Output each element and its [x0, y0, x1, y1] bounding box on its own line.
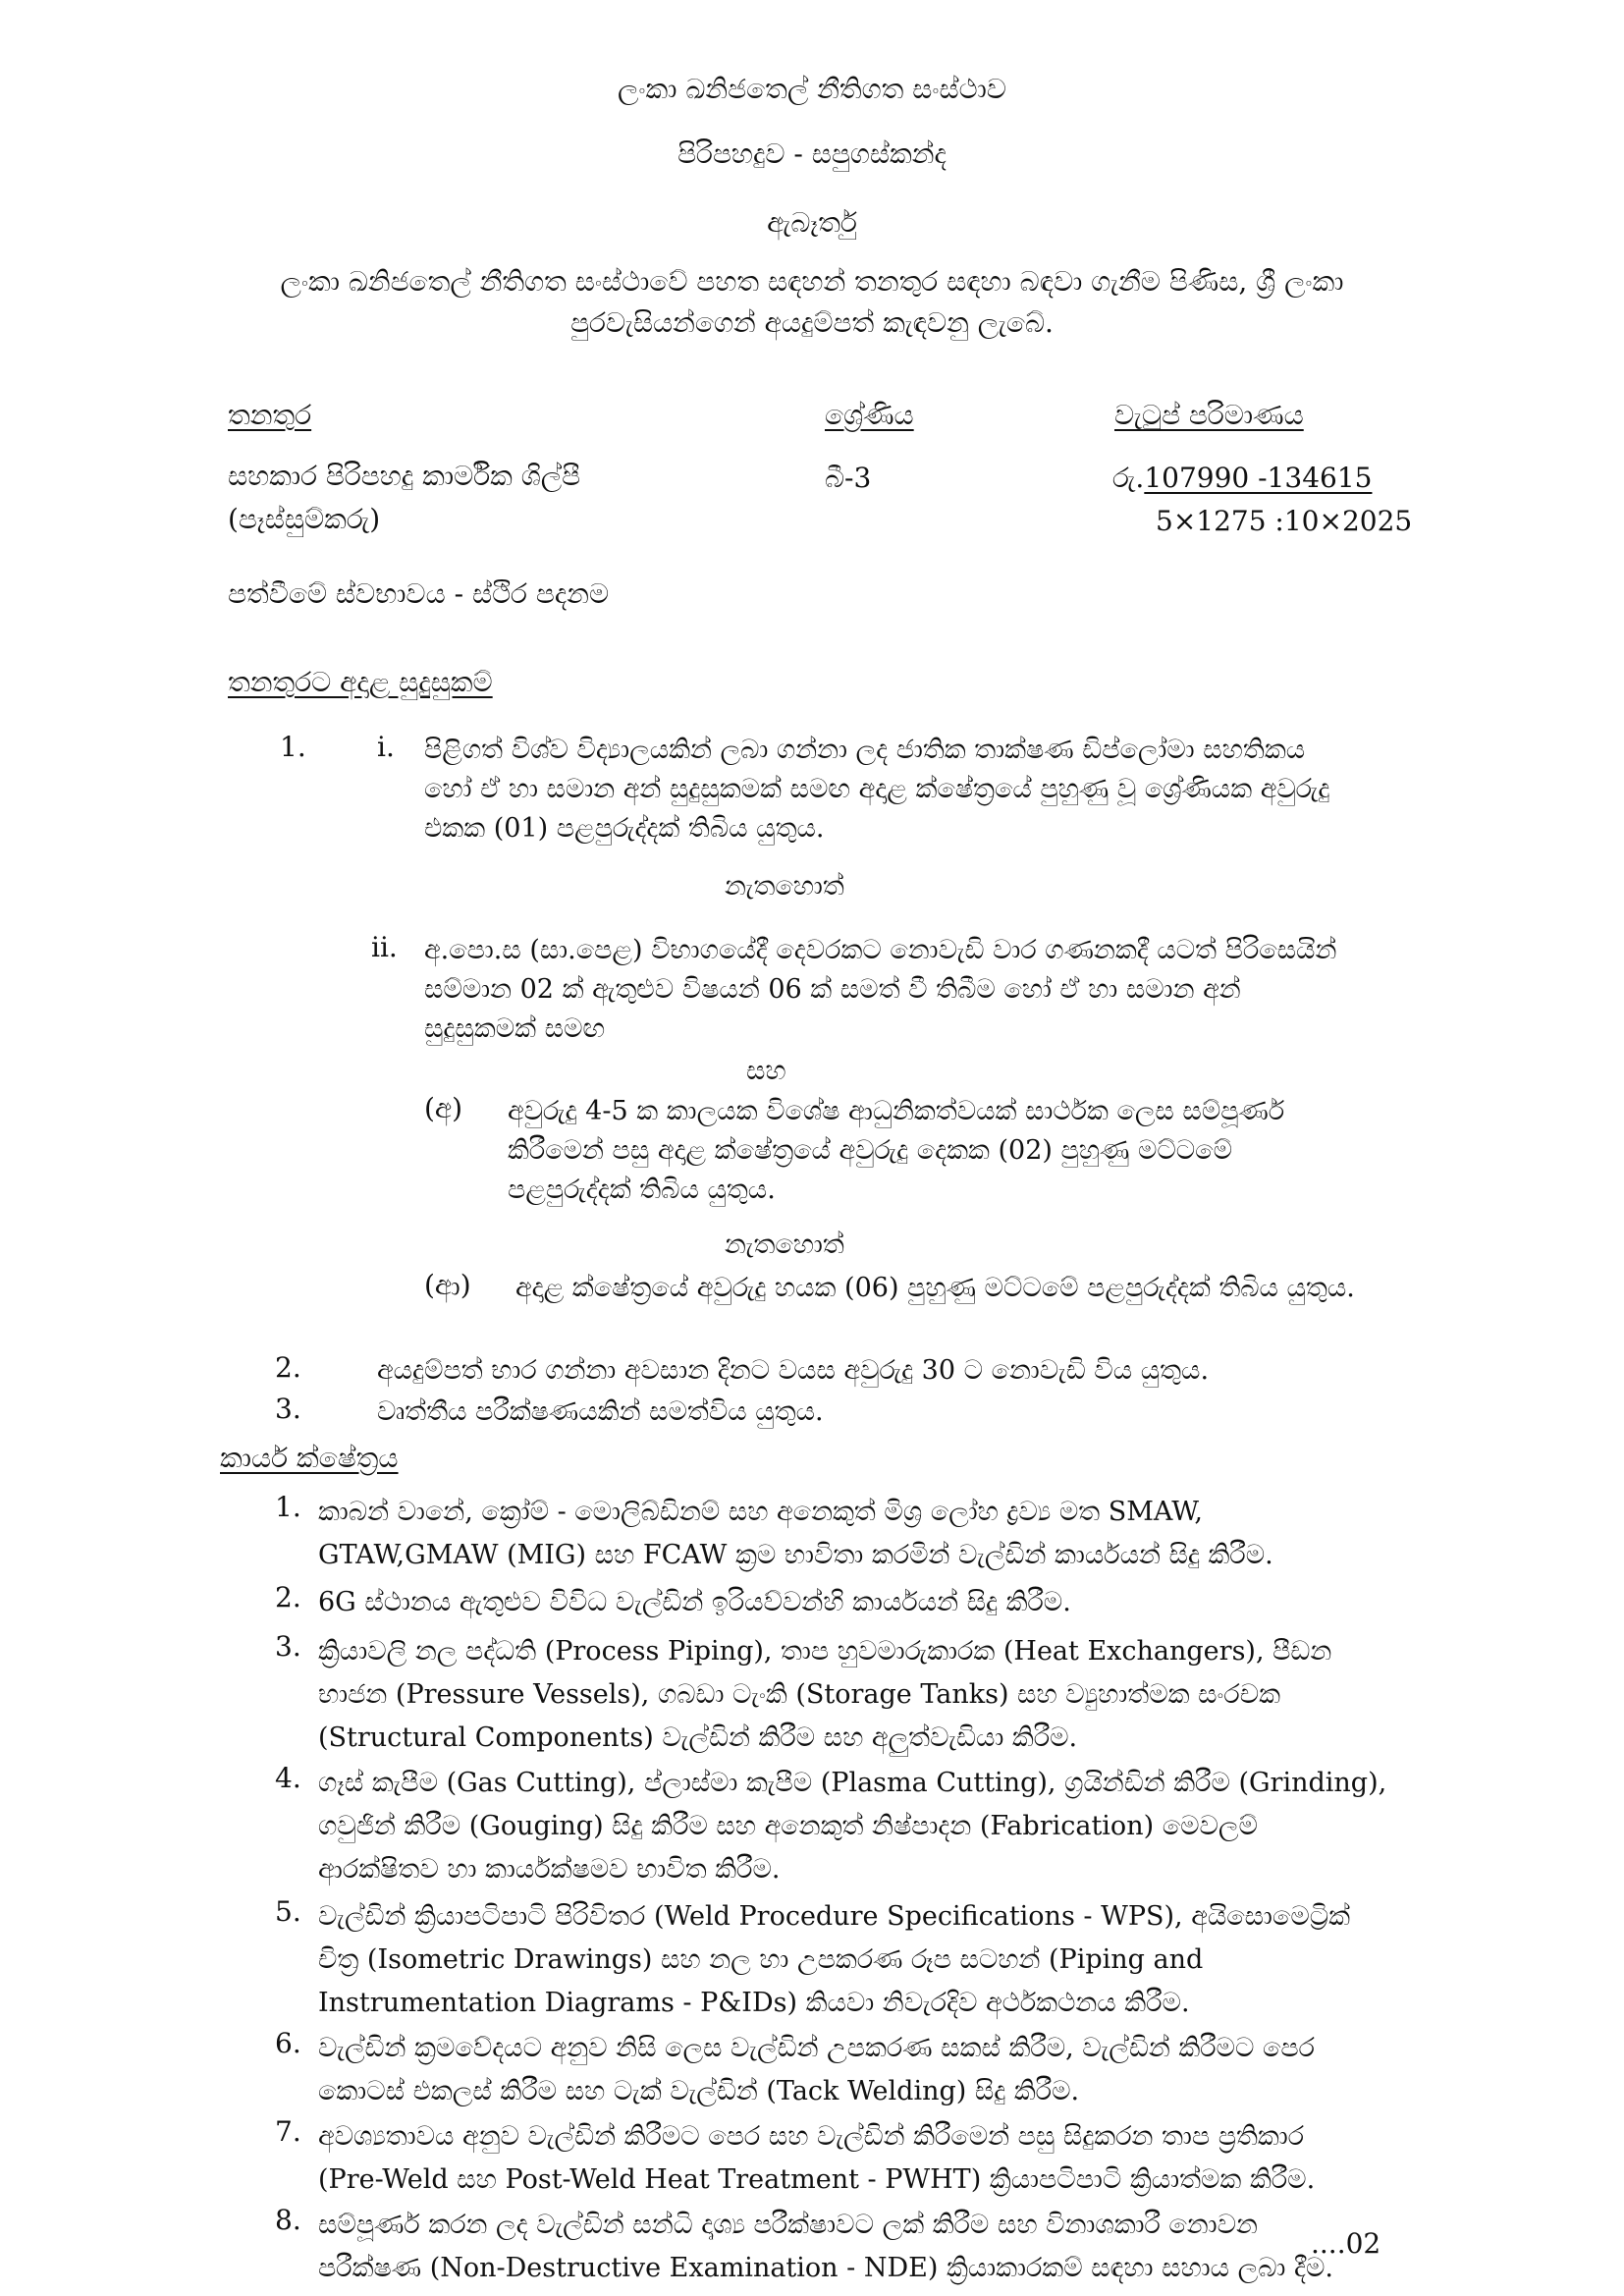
duty-item-text [318, 1895, 1482, 2025]
qualification-1-i-line: එකක (01) පළපුරුද්දක් තිබිය යුතුය. [424, 813, 825, 844]
duty-item-line: Instrumentation Diagrams - P&IDs) කියවා නිවැරදිව අර්ථකථනය කිරීම. [318, 1988, 1190, 2018]
duty-item-number: 6. [275, 2027, 301, 2059]
salary-prefix: රු. [1112, 462, 1145, 494]
sub-item-a-line: අවුරුදු 4-5 ක කාලයක විශේෂ ආධුනිකත්වයක් සාර්ථක ලෙස සම්පූර්ණ [508, 1096, 1285, 1126]
qualification-1-ii-text [424, 931, 1485, 1049]
duty-item-number: 1. [275, 1491, 301, 1523]
qualification-2-number: 2. [275, 1351, 301, 1384]
column-header-salary: වැටුප් පරිමාණය [1114, 399, 1304, 431]
column-header-post: තනතුර [228, 399, 312, 431]
duty-item-text [318, 2027, 1482, 2113]
duty-item-line: ගෑස් කැපීම (Gas Cutting), ප්ලාස්මා කැපීම (Plasma Cutting), ග්‍රයින්ඩින් කිරීම (Grinding), [318, 1768, 1387, 1798]
duty-item-number: 2. [275, 1581, 301, 1613]
qualification-1-number: 1. [280, 731, 306, 763]
column-header-grade: ශ්‍රේණිය [825, 399, 914, 431]
duty-item-number: 4. [275, 1762, 301, 1794]
sub-item-aa-label: (ආ) [424, 1269, 471, 1301]
grade-value: බී-3 [825, 462, 872, 494]
duty-item-line: ආරක්ෂිතව හා කාර්යක්ෂමව භාවිත කිරීම. [318, 1854, 781, 1885]
duty-item-line: පරීක්ෂණ (Non-Destructive Examination - NDE) ක්‍රියාකාරකම් සඳහා සහාය ලබා දීම. [318, 2253, 1333, 2283]
duty-item-line: (Pre-Weld සහ Post-Weld Heat Treatment - PWHT) ක්‍රියාපටිපාටි ක්‍රියාත්මක කිරීම. [318, 2164, 1316, 2195]
duty-item-number: 7. [275, 2115, 301, 2148]
duty-item-text [318, 1581, 1482, 1624]
and-separator: සහ [746, 1056, 786, 1086]
qualification-1-ii-line: සම්මාන 02 ක් ඇතුළුව විෂයන් 06 ක් සමත් වී තිබීම හෝ ඒ හා සමාන අන් [424, 974, 1241, 1005]
qualification-1-ii-line: අ.පො.ස (සා.පෙළ) විභාගයේදී දෙවරකට නොවැඩි වාර ගණනකදී යටත් පිරිසෙයින් [424, 935, 1337, 965]
duty-item-text [318, 1491, 1482, 1577]
page-continuation-marker: ....02 [1311, 2227, 1381, 2260]
duty-item-number: 8. [275, 2204, 301, 2236]
duty-item-line: ගවුජින් කිරීම (Gouging) සිදු කිරීම සහ අනෙකුත් නිෂ්පාදන (Fabrication) මෙවලම් [318, 1811, 1258, 1841]
salary-range-value: 107990 -134615 [1144, 462, 1373, 494]
appointment-nature: පත්වීමේ ස්වභාවය - ස්ථිර පදනම [228, 577, 610, 610]
qualification-3-text: වෘත්තීය පරීක්ෂණයකින් සමත්විය යුතුය. [377, 1396, 824, 1427]
organization-name: ලංකා ඛනිජතෙල් නීතිගත සංස්ථාව [618, 73, 1006, 105]
salary-range [1112, 462, 1372, 495]
duty-item-line: (Structural Components) වැල්ඩින් කිරීම සහ අලුත්වැඩියා කිරීම. [318, 1722, 1078, 1753]
intro-line-1: ලංකා ඛනිජතෙල් නීතිගත සංස්ථාවේ පහත සඳහන් තනතුර සඳහා බඳවා ගැනීම පිණිස, ශ්‍රී ලංකා [280, 265, 1344, 298]
sub-item-a-line: පළපුරුද්දක් තිබිය යුතුය. [508, 1175, 776, 1205]
qualification-1-i-line: පිළිගත් විශ්ව විද්‍යාලයකින් ලබා ගන්නා ලද ජාතික තාක්ෂණ ඩිප්ලෝමා සහතිකය [424, 735, 1306, 765]
duty-item-line: භාජන (Pressure Vessels), ගබඩා ටැංකි (Storage Tanks) සහ ව්‍යුහාත්මක සංරචක [318, 1679, 1281, 1710]
post-name-line-2: (පෑස්සුම්කරු) [228, 503, 381, 535]
qualification-2-text: අයදුම්පත් භාර ගන්නා අවසාන දිනට වයස අවුරුදු 30 ට නොවැඩි විය යුතුය. [377, 1355, 1210, 1386]
duties-heading: කාර්ය ක්ෂේත්‍රය [220, 1442, 399, 1474]
qualification-1-i-line: හෝ ඒ හා සමාන අන් සුදුසුකමක් සමඟ අදාළ ක්ෂේත්‍රයේ පුහුණු වූ ශ්‍රේණියක අවුරුදු [424, 774, 1330, 804]
duty-item-line: වැල්ඩින් ක්‍රමවේදයට අනුව නිසි ලෙස වැල්ඩින් උපකරණ සකස් කිරීම, වැල්ඩින් කිරීමට පෙර [318, 2033, 1315, 2063]
qualifications-heading: තනතුරට අදාළ සුදුසුකම් [228, 666, 493, 698]
sub-item-a-text [508, 1092, 1489, 1210]
duty-item-line: ක්‍රියාවලි නල පද්ධති (Process Piping), තාප හුවමාරුකාරක (Heat Exchangers), පීඩන [318, 1636, 1332, 1667]
duty-item-line: සම්පූර්ණ කරන ලද වැල්ඩින් සන්ධි දෘශ්‍ය පරීක්ෂාවට ලක් කිරීම සහ විනාශකාරී නොවන [318, 2210, 1258, 2240]
duty-item-text [318, 1762, 1482, 1891]
salary-steps: 5×1275 :10×2025 [1156, 505, 1413, 537]
or-separator-2: නැතහොත් [725, 1230, 844, 1260]
location-line: පිරිපහදුව - සපුගස්කන්ද [677, 137, 947, 170]
duty-item-text [318, 2115, 1482, 2202]
qualification-1-i-number: i. [377, 731, 395, 763]
sub-item-a-label: (අ) [424, 1092, 463, 1124]
sub-item-a-line: කිරීමෙන් පසු අදාළ ක්ෂේත්‍රයේ අවුරුදු දෙකක (02) පුහුණු මට්ටමේ [508, 1135, 1232, 1166]
duty-item-number: 5. [275, 1895, 301, 1928]
qualification-3-number: 3. [275, 1393, 301, 1425]
qualification-1-i-text [424, 731, 1485, 848]
duty-item-text [318, 1630, 1482, 1760]
duty-item-line: කාබන් වානේ, ක්‍රෝම් - මොලිබ්ඩිනම් සහ අනෙකුත් මිශ්‍ර ලෝහ ද්‍රව්‍ය මත SMAW, [318, 1497, 1203, 1527]
qualification-1-ii-line: සුදුසුකමක් සමඟ [424, 1013, 606, 1044]
post-name-line-1: සහකාර පිරිපහදු කාර්මික ශිල්පී [228, 460, 581, 492]
sub-item-aa-text: අදාළ ක්ෂේත්‍රයේ අවුරුදු හයක (06) පුහුණු මට්ටමේ පළපුරුද්දක් තිබිය යුතුය. [515, 1273, 1355, 1303]
duty-item-line: කොටස් එකලස් කිරීම සහ ටැක් වැල්ඩින් (Tack Welding) සිදු කිරීම. [318, 2076, 1080, 2106]
duty-item-number: 3. [275, 1630, 301, 1663]
duty-item-line: වැල්ඩින් ක්‍රියාපටිපාටි පිරිවිතර (Weld Procedure Specifications - WPS), අයිසොමෙට්‍රික් [318, 1901, 1351, 1932]
duty-item-line: අවශ්‍යතාවය අනුව වැල්ඩින් කිරීමට පෙර සහ වැල්ඩින් කිරීමෙන් පසු සිදුකරන තාප ප්‍රතිකාර [318, 2121, 1305, 2152]
duty-item-line: GTAW,GMAW (MIG) සහ FCAW ක්‍රම භාවිතා කරමින් වැල්ඩින් කාර්යයන් සිදු කිරීම. [318, 1540, 1273, 1570]
or-separator-1: නැතහොත් [725, 871, 844, 902]
duty-item-line: චිත්‍ර (Isometric Drawings) සහ නල හා උපකරණ රූප සටහන් (Piping and [318, 1944, 1204, 1975]
qualification-1-ii-number: ii. [371, 931, 398, 963]
duty-item-text [318, 2204, 1482, 2290]
duty-item-line: 6G ස්ථානය ඇතුළුව විවිධ වැල්ඩින් ඉරියව්වන්හි කාර්යයන් සිදු කිරීම. [318, 1587, 1071, 1617]
intro-line-2: පුරවැසියන්ගෙන් අයදුම්පත් කැඳවනු ලැබේ. [570, 306, 1054, 339]
notice-title: ඇබෑර්තු [767, 206, 857, 239]
